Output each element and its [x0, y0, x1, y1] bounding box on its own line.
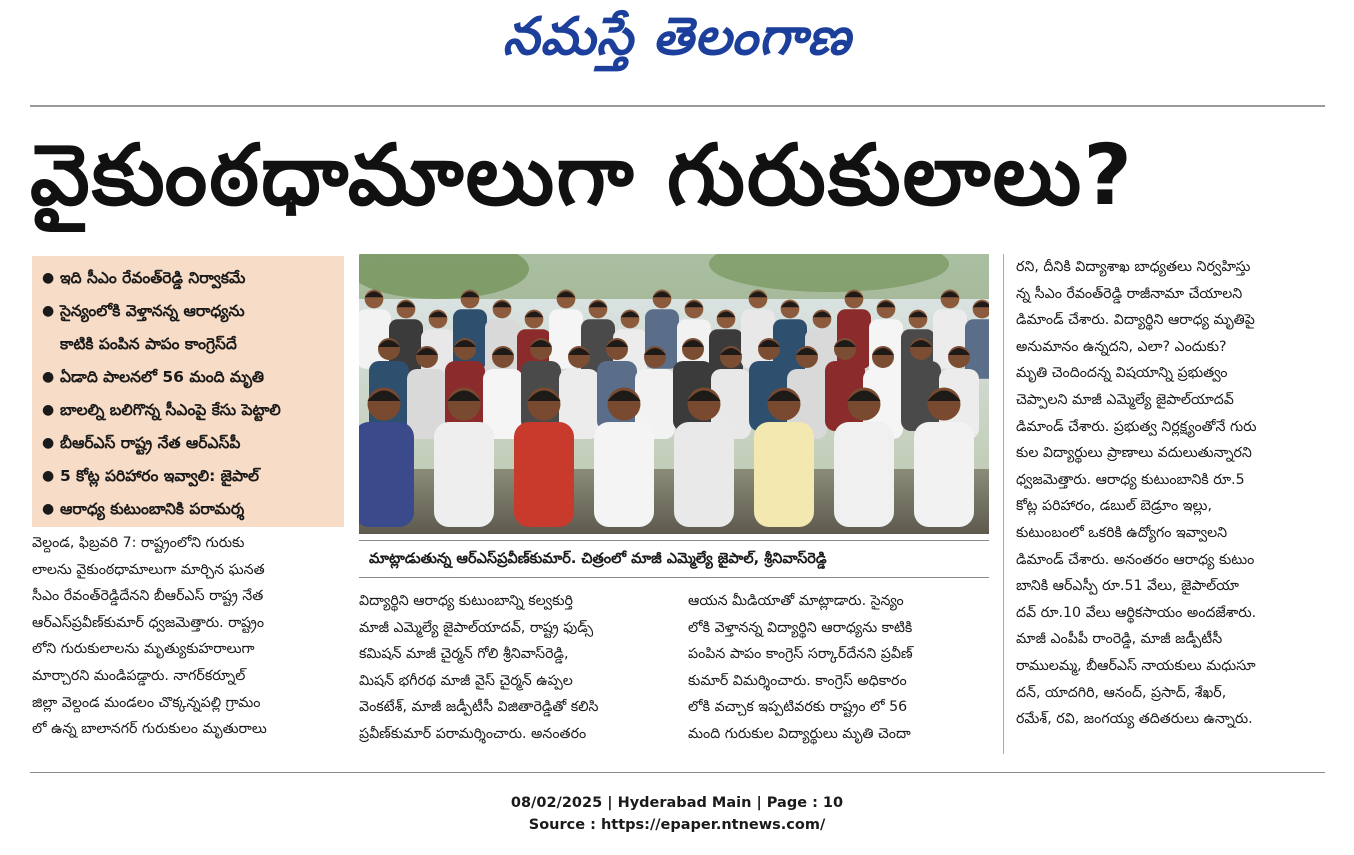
highlight-text: ఏడాది పాలనలో 56 మంది మృతి [60, 368, 265, 386]
article-line: కమిషన్ మాజీ చైర్మన్ గోలి శ్రీనివాస్‌రెడ్డి, [359, 646, 569, 663]
article-line: దన్, యాదగిరి, ఆనంద్, ప్రసాద్, శేఖర్, [1016, 684, 1227, 701]
article-line: లోకి వచ్చాక ఇప్పటివరకు రాష్ట్రం లో 56 [688, 699, 908, 716]
article-line: మాజీ ఎమ్మెల్యే జైపాల్‌యాదవ్, రాష్ట్ర ఫుడ్స్ [359, 619, 594, 636]
highlight-item [40, 394, 336, 427]
article-column-4 [1016, 254, 1324, 733]
article-line: రమేశ్, రవి, జంగయ్య తదితరులు ఉన్నారు. [1016, 711, 1253, 728]
highlight-text: బీఆర్‌ఎస్ రాష్ట్ర నేత ఆర్‌ఎస్‌పీ [60, 434, 241, 452]
article-line: మార్చారని మండిపడ్డారు. నాగర్‌కర్నూల్ [32, 667, 246, 684]
article-line: రని, దీనికి విద్యాశాఖ బాధ్యతలు నిర్వహిస్తు [1016, 259, 1251, 275]
footer-source: Source : https://epaper.ntnews.com/ [528, 817, 826, 833]
group-photo-image [359, 254, 989, 534]
article-line: డిమాండ్ చేశారు. అనంతరం ఆరాధ్య కుటుం [1016, 551, 1255, 568]
article-line: ఆర్‌ఎస్‌ప్రవీణ్‌కుమార్ ధ్వజమెత్తారు. రాష్ట్రం [32, 614, 265, 631]
bullet-icon: ● [42, 435, 55, 451]
article-line: సీఎం రేవంత్‌రెడ్డిదేనని బీఆర్‌ఎస్ రాష్ట్ర నేత [32, 588, 264, 605]
article-line: వెల్దండ, ఫిబ్రవరి 7: రాష్ట్రంలోని గురుకు [32, 535, 245, 551]
article-line: లోని గురుకులాలను మృత్యుకుహరాలుగా [32, 641, 255, 658]
highlight-item [40, 460, 336, 493]
highlight-text: 5 కోట్ల పరిహారం ఇవ్వాలి: జైపాల్ [60, 467, 259, 485]
article-line: ఆయన మీడియాతో మాట్లాడారు. సైన్యం [688, 593, 904, 609]
highlight-text: ఆరాధ్య కుటుంబానికి పరామర్శ [60, 500, 245, 518]
article-column-3 [688, 588, 993, 748]
page-footer [0, 792, 1354, 836]
article-line: రాములమ్మ, బీఆర్‌ఎస్ నాయకులు మధుసూ [1016, 657, 1256, 674]
bullet-icon: ● [42, 369, 55, 385]
highlight-item [40, 262, 336, 295]
bullet-icon: ● [42, 402, 55, 418]
article-line: లాలను వైకుంఠధామాలుగా మార్చిన ఘనత [32, 561, 265, 578]
article-line: అనుమానం ఉన్నదని, ఎలా? ఎందుకు? [1016, 338, 1227, 355]
article-line: చెప్పాలని మాజీ ఎమ్మెల్యే జైపాల్‌యాదవ్ [1016, 391, 1234, 408]
highlight-item [40, 295, 336, 328]
article-line: జిల్లా వెల్దండ మండలం చొక్కన్నపల్లి గ్రామం [32, 694, 261, 711]
article-line: మృతి చెందిందన్న విషయాన్ని ప్రభుత్వం [1016, 365, 1228, 382]
article-photo [359, 254, 989, 534]
article-column-2 [359, 588, 671, 748]
article-line: ధ్వజమెత్తారు. ఆరాధ్య కుటుంబానికి రూ.5 [1016, 471, 1245, 488]
highlight-item [40, 328, 336, 361]
article-line: డిమాండ్ చేశారు. ప్రభుత్వ నిర్లక్ష్యంతోనే గురు [1016, 418, 1257, 435]
footer-divider [30, 772, 1325, 773]
article-line: లోకి వెళ్తానన్న విద్యార్థిని ఆరాధ్యను కాటికి [688, 619, 913, 636]
masthead-divider [30, 105, 1325, 107]
article-line: కుమార్ విమర్శించారు. కాంగ్రెస్ అధికారం [688, 672, 907, 689]
highlight-text: బాలల్ని బలిగొన్న సీఎంపై కేసు పెట్టాలి [60, 401, 281, 419]
highlights-list [40, 262, 336, 526]
photo-caption: మాట్లాడుతున్న ఆర్‌ఎస్‌ప్రవీణ్‌కుమార్. చిత్రంలో మాజీ ఎమ్మెల్యే జైపాల్, శ్రీనివాస్‌రెడ్డి [359, 540, 989, 578]
highlight-text: సైన్యంలోకి వెళ్తానన్న ఆరాధ్యను [60, 302, 245, 320]
highlight-item [40, 493, 336, 526]
article-column-1 [32, 530, 344, 743]
highlight-text: ఇది సీఎం రేవంత్‌రెడ్డి నిర్వాకమే [60, 269, 246, 287]
article-line: మిషన్ భగీరథ మాజీ వైస్ చైర్మన్ ఉప్పల [359, 672, 573, 689]
article-line: కోట్ల పరిహారం, డబుల్ బెడ్రూం ఇల్లు, [1016, 498, 1212, 515]
article-line: పంపిన పాపం కాంగ్రెస్ సర్కార్‌దేనని ప్రవీణ్ [688, 646, 913, 663]
highlight-item [40, 361, 336, 394]
article-line: లో ఉన్న బాలానగర్ గురుకులం మృతురాలు [32, 721, 267, 738]
column-divider [1003, 254, 1004, 754]
article-line: ప్రవీణ్‌కుమార్ పరామర్శించారు. అనంతరం [359, 725, 587, 742]
article-line: కుటుంబంలో ఒకరికి ఉద్యోగం ఇవ్వాలని [1016, 524, 1228, 541]
article-line: దవ్ రూ.10 వేలు ఆర్థికసాయం అందజేశారు. [1016, 604, 1257, 621]
article-line: వెంకటేశ్, మాజీ జడ్పీటీసీ విజితారెడ్డితో కలిసి [359, 699, 599, 716]
footer-date-edition: 08/02/2025 | Hyderabad Main | Page : 10 [510, 795, 844, 811]
highlight-item [40, 427, 336, 460]
article-line: మాజీ ఎంపీపీ రాంరెడ్డి, మాజీ జడ్పీటీసీ [1016, 631, 1223, 648]
bullet-icon: ● [42, 270, 55, 286]
bullet-icon: ● [42, 468, 55, 484]
article-line: బానికి ఆర్‌ఎస్పీ రూ.51 వేలు, జైపాల్‌యా [1016, 578, 1239, 595]
newspaper-logo: నమస్తే తెలంగాణ [502, 6, 852, 67]
bullet-icon: ● [42, 501, 55, 517]
article-line: డిమాండ్ చేశారు. విద్యార్థిని ఆరాధ్య మృతిపై [1016, 312, 1255, 329]
article-line: మంది గురుకుల విద్యార్థులు మృతి చెందా [688, 725, 911, 742]
highlights-box [32, 256, 344, 527]
masthead [0, 0, 1354, 100]
article-line: కుల విద్యార్థులు ప్రాణాలు వదులుతున్నారని [1016, 445, 1252, 462]
highlight-text: కాటికి పంపిన పాపం కాంగ్రెస్‌దే [60, 335, 237, 353]
article-line: విద్యార్థిని ఆరాధ్య కుటుంబాన్ని కల్వకుర్తి [359, 593, 573, 609]
bullet-icon: ● [42, 303, 55, 319]
article-headline: వైకుంఠధామాలుగా గురుకులాలు? [30, 126, 1134, 224]
article-line: న్న సీఎం రేవంత్‌రెడ్డి రాజీనామా చేయాలని [1016, 285, 1243, 302]
